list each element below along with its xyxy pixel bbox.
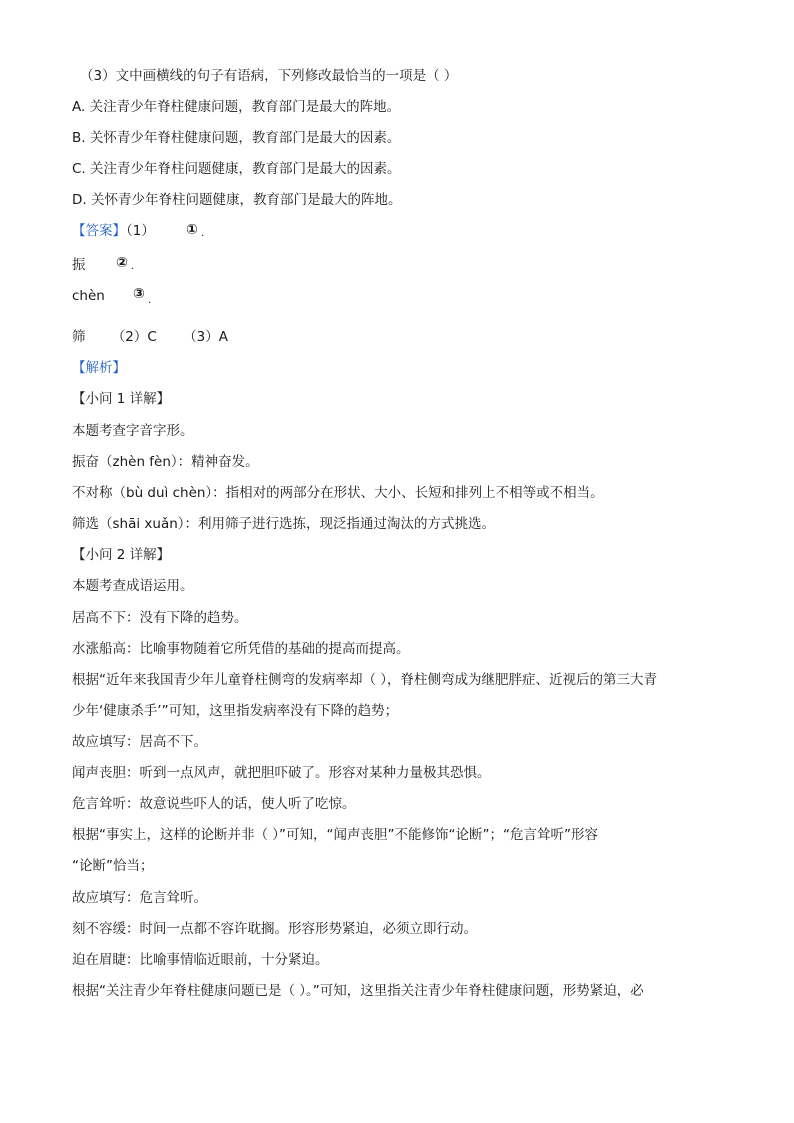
answer-row-4 xyxy=(72,328,228,346)
section-2-line: 少年‘健康杀手’”可知，这里指发病率没有下降的趋势； xyxy=(72,703,399,719)
section-2-line: 根据“近年来我国青少年儿童脊柱侧弯的发病率却（ ），脊柱侧弯成为继肥胖症、近视后的第三大青 xyxy=(72,672,658,688)
section-1-line: 振奋（zhèn fèn）：精神奋发。 xyxy=(72,454,259,470)
section-2-line: 危言耸听：故意说些吓人的话，使人听了吃惊。 xyxy=(72,796,356,812)
answer-row-1 xyxy=(72,222,155,240)
dot: · xyxy=(148,298,152,309)
section-2-line: 迫在眉睫：比喻事情临近眼前，十分紧迫。 xyxy=(72,952,329,968)
answer-label: 【答案】 xyxy=(72,223,126,239)
section-1-heading: 【小问 1 详解】 xyxy=(72,391,171,407)
answer-part3: （3）A xyxy=(183,329,228,345)
section-2-line: 故应填写：居高不下。 xyxy=(72,734,207,750)
dot: . xyxy=(131,261,135,272)
answer-part1: （1） xyxy=(126,223,155,239)
section-2-line: 居高不下：没有下降的趋势。 xyxy=(72,610,248,626)
blank-marker-2: ② xyxy=(116,255,128,271)
section-2-line: 水涨船高：比喻事物随着它所凭借的基础的提高而提高。 xyxy=(72,641,410,657)
section-1-line: 筛选（shāi xuǎn）：利用筛子进行选拣，现泛指通过淘汰的方式挑选。 xyxy=(72,516,496,532)
section-2-heading: 【小问 2 详解】 xyxy=(72,547,171,563)
blank-marker-3: ③ xyxy=(133,286,145,302)
answer-2: chèn xyxy=(72,288,105,304)
option-d: D. 关怀青少年脊柱问题健康，教育部门是最大的阵地。 xyxy=(72,192,402,208)
section-2-line: 根据“关注青少年脊柱健康问题已是（ ）。”可知，这里指关注青少年脊柱健康问题，形势紧迫，必 xyxy=(72,983,644,999)
question-stem: （3）文中画横线的句子有语病，下列修改最恰当的一项是（ ） xyxy=(80,68,458,84)
section-2-line: 故应填写：危言耸听。 xyxy=(72,890,207,906)
analysis-label: 【解析】 xyxy=(72,360,126,376)
section-2-line: 本题考查成语运用。 xyxy=(72,578,194,594)
dot: . xyxy=(201,228,205,239)
answer-part2: （2）C xyxy=(111,329,157,345)
blank-marker-1: ① xyxy=(186,222,198,238)
option-c: C. 关注青少年脊柱问题健康，教育部门是最大的因素。 xyxy=(72,161,401,177)
answer-3: 筛 xyxy=(72,329,86,345)
section-1-line: 不对称（bù duì chèn）：指相对的两部分在形状、大小、长短和排列上不相等或不相当。 xyxy=(72,485,604,501)
answer-1: 振 xyxy=(72,257,86,273)
section-2-line: 刻不容缓：时间一点都不容许耽搁。形容形势紧迫，必须立即行动。 xyxy=(72,921,477,937)
option-a: A. 关注青少年脊柱健康问题，教育部门是最大的阵地。 xyxy=(72,99,401,115)
section-2-line: “论断”恰当； xyxy=(72,858,154,874)
option-b: B. 关怀青少年脊柱健康问题，教育部门是最大的因素。 xyxy=(72,130,401,146)
section-1-line: 本题考查字音字形。 xyxy=(72,423,194,439)
section-2-line: 闻声丧胆：听到一点风声，就把胆吓破了。形容对某种力量极其恐惧。 xyxy=(72,765,491,781)
section-2-line: 根据“事实上，这样的论断并非（ ）”可知，“闻声丧胆”不能修饰“论断”；“危言耸听”形容 xyxy=(72,827,598,843)
